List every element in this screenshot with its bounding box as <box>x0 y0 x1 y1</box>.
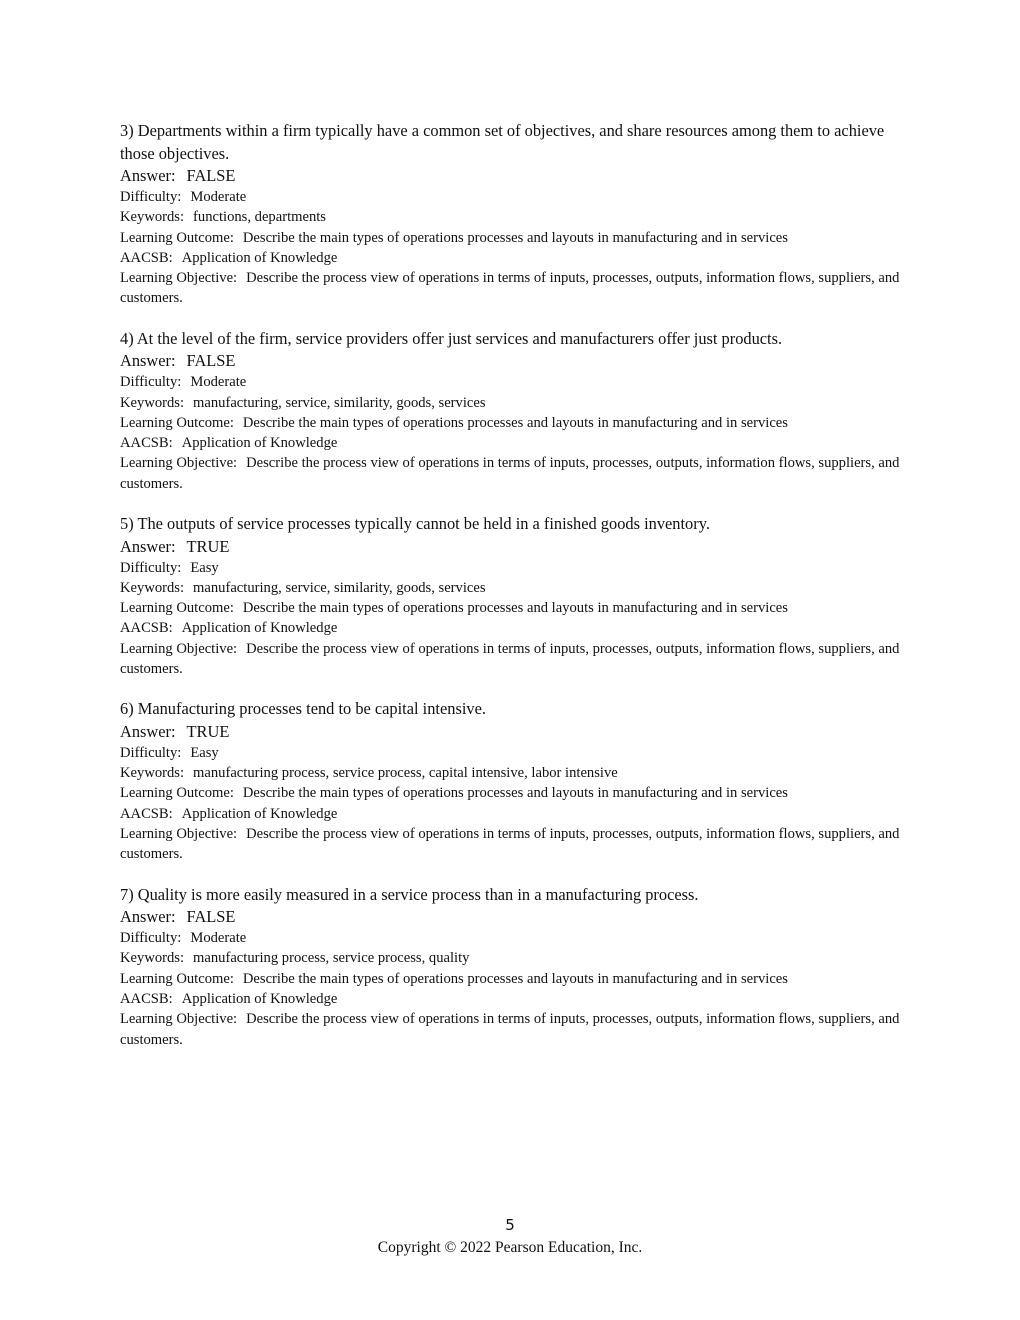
question-item <box>120 328 905 494</box>
learning-outcome-line <box>120 413 905 433</box>
aacsb-line <box>120 248 905 268</box>
learning-objective-value: Describe the process view of operations in terms of inputs, processes, outputs, information flows, suppliers, and customers. <box>120 826 900 863</box>
keywords-line <box>120 763 905 783</box>
aacsb-label: AACSB: <box>120 805 173 822</box>
difficulty-value: Easy <box>190 744 219 761</box>
difficulty-value: Easy <box>190 559 219 576</box>
learning-objective-line <box>120 824 905 865</box>
learning-outcome-line <box>120 969 905 989</box>
learning-outcome-value: Describe the main types of operations processes and layouts in manufacturing and in services <box>242 970 788 987</box>
answer-label: Answer: <box>120 351 176 371</box>
keywords-value: manufacturing process, service process, quality <box>193 950 470 967</box>
keywords-line <box>120 948 905 968</box>
difficulty-value: Moderate <box>190 930 247 947</box>
difficulty-line <box>120 928 905 948</box>
keywords-line <box>120 207 905 227</box>
learning-objective-value: Describe the process view of operations in terms of inputs, processes, outputs, information flows, suppliers, and customers. <box>120 455 900 492</box>
learning-objective-label: Learning Objective: <box>120 270 238 287</box>
keywords-value: manufacturing, service, similarity, goods, services <box>193 579 486 596</box>
difficulty-line <box>120 743 905 763</box>
aacsb-value: Application of Knowledge <box>181 620 338 637</box>
difficulty-label: Difficulty: <box>120 930 182 947</box>
aacsb-line <box>120 618 905 638</box>
difficulty-label: Difficulty: <box>120 189 182 205</box>
aacsb-line <box>120 433 905 453</box>
keywords-line <box>120 393 905 413</box>
learning-outcome-line <box>120 228 905 248</box>
difficulty-line <box>120 372 905 392</box>
question-text: 6) Manufacturing processes tend to be capital intensive. <box>120 699 486 719</box>
answer-value: FALSE <box>186 907 236 927</box>
difficulty-value: Moderate <box>190 189 247 205</box>
question-text: 4) At the level of the firm, service providers offer just services and manufacturers offer just products. <box>120 328 783 348</box>
keywords-label: Keywords: <box>120 394 185 411</box>
learning-outcome-label: Learning Outcome: <box>120 229 234 246</box>
keywords-line <box>120 578 905 598</box>
answer-value: FALSE <box>186 166 236 185</box>
difficulty-value: Moderate <box>190 374 247 391</box>
learning-outcome-label: Learning Outcome: <box>120 414 234 431</box>
aacsb-label: AACSB: <box>120 435 173 452</box>
answer-value: TRUE <box>186 721 230 741</box>
learning-objective-value: Describe the process view of operations in terms of inputs, processes, outputs, information flows, suppliers, and customers. <box>120 640 900 678</box>
learning-outcome-value: Describe the main types of operations processes and layouts in manufacturing and in services <box>242 229 788 246</box>
page-number: 5 <box>505 1216 515 1234</box>
learning-objective-line <box>120 268 905 309</box>
question-item <box>120 884 905 1050</box>
learning-objective-value: Describe the process view of operations in terms of inputs, processes, outputs, information flows, suppliers, and customers. <box>120 1011 900 1048</box>
copyright-notice: Copyright © 2022 Pearson Education, Inc. <box>377 1239 643 1256</box>
learning-outcome-line <box>120 783 905 803</box>
learning-outcome-label: Learning Outcome: <box>120 970 234 987</box>
aacsb-value: Application of Knowledge <box>181 435 338 452</box>
learning-outcome-value: Describe the main types of operations processes and layouts in manufacturing and in services <box>242 785 788 802</box>
keywords-value: manufacturing process, service process, capital intensive, labor intensive <box>193 765 618 782</box>
question-text: 7) Quality is more easily measured in a service process than in a manufacturing process. <box>120 884 699 904</box>
question-text: 5) The outputs of service processes typically cannot be held in a finished goods inventory. <box>120 514 710 534</box>
answer-line <box>120 906 905 928</box>
answer-label: Answer: <box>120 166 176 185</box>
answer-value: FALSE <box>186 351 236 371</box>
difficulty-label: Difficulty: <box>120 744 182 761</box>
aacsb-value: Application of Knowledge <box>181 249 338 266</box>
question-item <box>120 698 905 864</box>
question-text: 3) Departments within a firm typically have a common set of objectives, and share resources among them to achieve those objectives. <box>120 121 885 163</box>
learning-outcome-line <box>120 598 905 618</box>
keywords-label: Keywords: <box>120 765 185 782</box>
answer-line <box>120 721 905 743</box>
question-item <box>120 513 905 679</box>
answer-value: TRUE <box>186 536 230 556</box>
learning-objective-label: Learning Objective: <box>120 826 238 843</box>
learning-objective-value: Describe the process view of operations in terms of inputs, processes, outputs, information flows, suppliers, and customers. <box>120 270 900 307</box>
difficulty-line <box>120 558 905 578</box>
keywords-value: functions, departments <box>193 209 326 226</box>
learning-objective-line <box>120 453 905 494</box>
answer-label: Answer: <box>120 536 176 556</box>
page-footer <box>0 1215 1020 1259</box>
learning-objective-line <box>120 639 905 680</box>
aacsb-label: AACSB: <box>120 249 173 266</box>
learning-outcome-label: Learning Outcome: <box>120 600 234 617</box>
learning-objective-line <box>120 1009 905 1050</box>
keywords-value: manufacturing, service, similarity, goods, services <box>193 394 486 411</box>
difficulty-label: Difficulty: <box>120 559 182 576</box>
aacsb-line <box>120 804 905 824</box>
keywords-label: Keywords: <box>120 950 185 967</box>
keywords-label: Keywords: <box>120 579 185 596</box>
learning-outcome-value: Describe the main types of operations processes and layouts in manufacturing and in services <box>242 414 788 431</box>
question-item <box>120 120 905 309</box>
aacsb-label: AACSB: <box>120 991 173 1008</box>
aacsb-label: AACSB: <box>120 620 173 637</box>
aacsb-value: Application of Knowledge <box>181 805 338 822</box>
answer-label: Answer: <box>120 907 176 927</box>
learning-outcome-label: Learning Outcome: <box>120 785 234 802</box>
learning-objective-label: Learning Objective: <box>120 455 238 472</box>
answer-line <box>120 165 905 187</box>
answer-line <box>120 350 905 372</box>
learning-outcome-value: Describe the main types of operations processes and layouts in manufacturing and in services <box>242 600 788 617</box>
difficulty-label: Difficulty: <box>120 374 182 391</box>
answer-line <box>120 536 905 558</box>
learning-objective-label: Learning Objective: <box>120 1011 238 1028</box>
keywords-label: Keywords: <box>120 209 185 226</box>
answer-label: Answer: <box>120 721 176 741</box>
question-list <box>120 120 905 1069</box>
aacsb-line <box>120 989 905 1009</box>
difficulty-line <box>120 187 905 207</box>
aacsb-value: Application of Knowledge <box>181 991 338 1008</box>
learning-objective-label: Learning Objective: <box>120 640 238 657</box>
